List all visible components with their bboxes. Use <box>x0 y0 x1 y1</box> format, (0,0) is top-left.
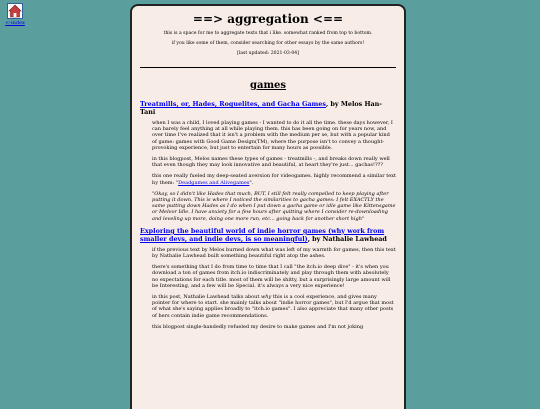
last-updated: [last updated: 2021-03-04] <box>236 51 300 56</box>
entry-paragraph: when I was a child, I loved playing games - I wanted to do it all the time. these days however, I can barely feel anything at all while playing them. this has been going on for years now, and over time I've realized that it isn't a problem with the medium per se, but with a popular kind of game: games with Good Game Design(TM), where the purpose isn't to convey a thought-provoking experience, but just to entertain for many hours as possible. <box>152 120 393 151</box>
entry-indie-horror <box>140 227 396 330</box>
entry-quote: "Okay, so I didn't like Hades that much, BUT, I still felt really compelled to keep playing after putting it down. This is where I noticed the similarities to gacha games: I felt EXACTLY the same putting down Hades as I do when I put down a gacha game or idle game like Kittensgame or Melvor Idle. I have anxiety for a few hours after quitting where I consider re-downloading and leveling up more, doing one more run, etc... going back for another short high" <box>152 190 396 222</box>
entry-title <box>140 227 396 243</box>
entry-title <box>140 100 396 116</box>
entry-paragraph: this one really fueled my deep-seated aversion for videogames. highly recommend a similar text by them: "Deadgames and Alivegames". <box>152 173 397 186</box>
content-panel <box>130 4 406 409</box>
page-header <box>140 6 396 68</box>
deadgames-link[interactable]: Deadgames and Alivegames <box>178 179 250 186</box>
entry-paragraph: if the previous text by Melos burned down what was left of my warmth for games, then this text by Nathalie Lawhead built something beautiful right atop the ashes. <box>152 246 396 260</box>
entry-link-indie-horror[interactable]: Exploring the beautiful world of indie horror games (why work from smaller devs, and indie devs, is so meaningful) <box>140 226 385 243</box>
entry-body <box>140 247 396 330</box>
home-icon[interactable] <box>7 3 23 19</box>
page-title: ==> aggregation <== <box>192 12 344 26</box>
entry-body <box>140 120 396 222</box>
entry-paragraph: in this blogpost, Melos names these types of games - treatmills -, and breaks down really well that even though they may look innovative and beautiful, at heart they're just... gachas!??? <box>152 156 390 169</box>
home-nav[interactable] <box>4 3 26 26</box>
invite-text: if you like some of them, consider searching for other essays by the same authors! <box>171 41 365 46</box>
entry-author: , by Nathalie Lawhead <box>307 234 387 243</box>
section-title-games: games <box>249 80 287 91</box>
entry-paragraph: in this post, Nathalie Lawhead talks about why this is a cool experience, and gives many pointer for where to start. she mainly talks about "indie horror games", but I'd argue that most of what she's saying applies broadly to "itch.io games". I also appreciate that many other posts of hers contain indie game recommendations. <box>152 294 394 319</box>
home-link[interactable]: <-index <box>5 20 25 26</box>
entry-paragraph: there's something that I do from time to time that I call "the itch.io deep dive" - it's when you download a ton of games from itch.io indiscriminately and play through them with absolutely no expectations for each title. most of them will be shitty, but a surprisingly large amount will be Interesting, and a few will be Special. it's always a very nice experience! <box>152 264 391 289</box>
intro-text: this is a space for me to aggregate texts that i like. somewhat ranked from top to bottom. <box>163 31 373 36</box>
entry-treatmills <box>140 100 396 222</box>
entry-author: , by Melos Han-Tani <box>140 100 382 116</box>
entry-paragraph: this blogpost single-handedly refueled my desire to make games and I'm not joking <box>152 323 364 330</box>
entry-link-treatmills[interactable]: Treatmills, or, Hades, Roguelites, and Gacha Games <box>140 100 326 108</box>
